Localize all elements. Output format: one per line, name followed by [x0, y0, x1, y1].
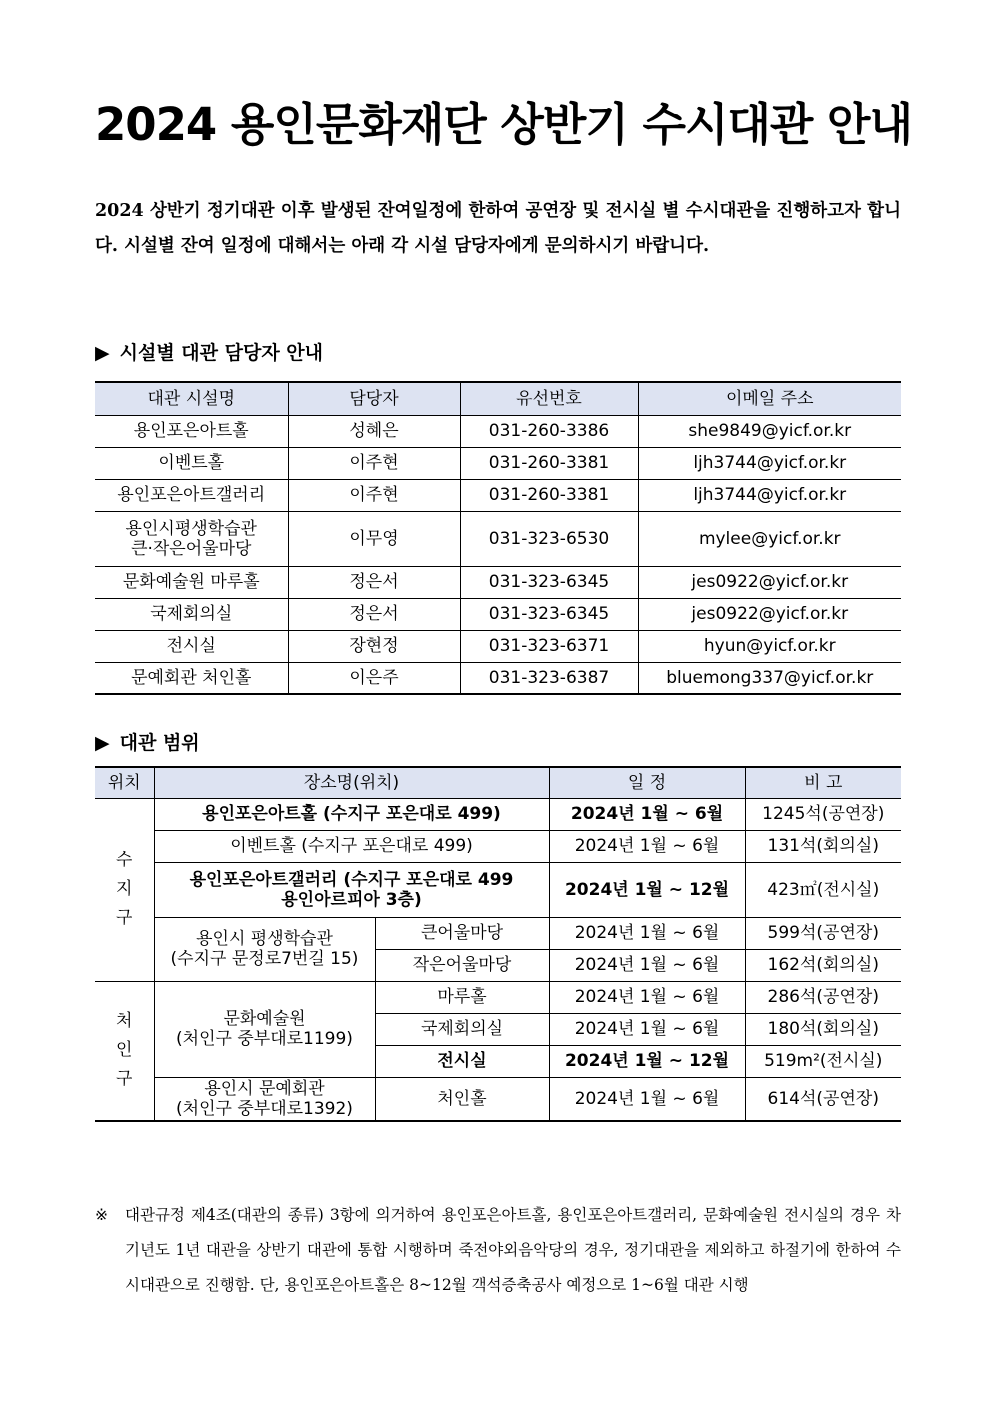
triangle-right-icon: ▶ — [95, 732, 110, 754]
schedule-cell: 2024년 1월 ~ 6월 — [549, 949, 745, 981]
schedule-cell: 2024년 1월 ~ 6월 — [549, 798, 745, 830]
sub-venue-cell: 마루홀 — [375, 981, 549, 1013]
table-row — [95, 415, 901, 447]
manager-cell: 정은서 — [288, 598, 460, 630]
table-row — [95, 830, 901, 862]
sub-venue-cell: 국제회의실 — [375, 1013, 549, 1045]
place-cell — [154, 917, 375, 981]
place-line: (처인구 중부대로1199) — [176, 1029, 353, 1049]
facility-line: 큰·작은어울마당 — [131, 538, 252, 559]
table-row — [95, 917, 901, 949]
place-line: 용인아르피아 3층) — [281, 889, 422, 910]
place-cell: 용인포은아트홀 (수지구 포은대로 499) — [154, 798, 549, 830]
location-char: 수 — [116, 850, 133, 870]
location-char: 처 — [116, 1011, 133, 1032]
intro-paragraph: 2024 상반기 정기대관 이후 발생된 잔여일정에 한하여 공연장 및 전시실 별 수시대관을 진행하고자 합니다. 시설별 잔여 일정에 대해서는 아래 각 시설 담당자에게 문의하시기 바랍니다. — [95, 201, 901, 256]
note-cell: 519m²(전시실) — [745, 1045, 901, 1077]
location-char: 구 — [116, 908, 133, 928]
facility-cell: 국제회의실 — [95, 598, 288, 630]
email-cell: mylee@yicf.or.kr — [638, 511, 901, 566]
footnote — [95, 1198, 901, 1303]
triangle-right-icon: ▶ — [95, 342, 110, 364]
page-title: 2024 용인문화재단 상반기 수시대관 안내 — [95, 98, 912, 151]
place-line: (처인구 중부대로1392) — [176, 1098, 353, 1119]
column-header: 대관 시설명 — [95, 382, 288, 415]
section-heading-contacts — [95, 338, 323, 365]
phone-cell: 031-323-6345 — [460, 566, 638, 598]
table-row — [95, 511, 901, 566]
facility-cell: 이벤트홀 — [95, 447, 288, 479]
phone-cell: 031-323-6530 — [460, 511, 638, 566]
phone-cell: 031-323-6345 — [460, 598, 638, 630]
table-row — [95, 981, 901, 1013]
email-cell: hyun@yicf.or.kr — [638, 630, 901, 662]
email-cell: bluemong337@yicf.or.kr — [638, 662, 901, 694]
email-cell: she9849@yicf.or.kr — [638, 415, 901, 447]
column-header: 일 정 — [549, 767, 745, 798]
rental-range-table — [95, 766, 901, 1122]
table-row — [95, 662, 901, 694]
note-cell: 599석(공연장) — [745, 917, 901, 949]
schedule-cell: 2024년 1월 ~ 6월 — [549, 917, 745, 949]
facility-cell: 전시실 — [95, 630, 288, 662]
manager-cell: 이은주 — [288, 662, 460, 694]
phone-cell: 031-260-3381 — [460, 447, 638, 479]
place-cell — [154, 862, 549, 917]
schedule-cell: 2024년 1월 ~ 6월 — [549, 1077, 745, 1121]
manager-cell: 장현정 — [288, 630, 460, 662]
location-cell-suji — [95, 798, 154, 981]
table-row — [95, 862, 901, 917]
place-line: 용인시 문예회관 — [204, 1078, 325, 1099]
email-cell: jes0922@yicf.or.kr — [638, 598, 901, 630]
column-header: 장소명(위치) — [154, 767, 549, 798]
column-header: 유선번호 — [460, 382, 638, 415]
note-cell: 423㎡(전시실) — [745, 862, 901, 917]
table-row — [95, 598, 901, 630]
table-header-row — [95, 382, 901, 415]
column-header: 위치 — [95, 767, 154, 798]
section-heading-label: 대관 범위 — [119, 732, 200, 754]
sub-venue-cell: 전시실 — [375, 1045, 549, 1077]
schedule-cell: 2024년 1월 ~ 12월 — [549, 1045, 745, 1077]
table-row — [95, 447, 901, 479]
facility-cell: 용인포은아트홀 — [95, 415, 288, 447]
column-header: 담당자 — [288, 382, 460, 415]
manager-cell: 정은서 — [288, 566, 460, 598]
section-heading-label: 시설별 대관 담당자 안내 — [119, 342, 324, 364]
phone-cell: 031-323-6371 — [460, 630, 638, 662]
column-header: 비 고 — [745, 767, 901, 798]
contacts-table — [95, 381, 901, 695]
facility-cell: 문화예술원 마루홀 — [95, 566, 288, 598]
email-cell: ljh3744@yicf.or.kr — [638, 479, 901, 511]
facility-line: 용인시평생학습관 — [125, 518, 257, 539]
column-header: 이메일 주소 — [638, 382, 901, 415]
email-cell: ljh3744@yicf.or.kr — [638, 447, 901, 479]
place-line: 용인포은아트갤러리 (수지구 포은대로 499 — [189, 869, 514, 890]
table-row — [95, 1077, 901, 1121]
footnote-text: 대관규정 제4조(대관의 종류) 3항에 의거하여 용인포은아트홀, 용인포은아트갤러리, 문화예술원 전시실의 경우 차기년도 1년 대관을 상반기 대관에 통합 시행하며 죽전야외음악당의 경우, 정기대관을 제외하고 하절기에 한하여 수시대관으로 진행함. 단, 용인포은아트홀은 8~12월 객석증축공사 예정으로 1~6월 대관 시행 — [125, 1206, 901, 1294]
reference-mark-icon: ※ — [95, 1206, 108, 1224]
table-row — [95, 566, 901, 598]
place-cell — [154, 1077, 375, 1121]
location-char: 지 — [116, 879, 133, 899]
schedule-cell: 2024년 1월 ~ 6월 — [549, 1013, 745, 1045]
table-row — [95, 630, 901, 662]
note-cell: 180석(회의실) — [745, 1013, 901, 1045]
location-cell-cheoin — [95, 981, 154, 1121]
manager-cell: 이무영 — [288, 511, 460, 566]
place-line: 문화예술원 — [223, 1009, 306, 1029]
manager-cell: 성혜은 — [288, 415, 460, 447]
sub-venue-cell: 처인홀 — [375, 1077, 549, 1121]
schedule-cell: 2024년 1월 ~ 6월 — [549, 981, 745, 1013]
sub-venue-cell: 작은어울마당 — [375, 949, 549, 981]
place-line: (수지구 문정로7번길 15) — [170, 949, 359, 969]
sub-venue-cell: 큰어울마당 — [375, 917, 549, 949]
location-char: 구 — [116, 1069, 133, 1090]
schedule-cell: 2024년 1월 ~ 12월 — [549, 862, 745, 917]
table-row — [95, 798, 901, 830]
note-cell: 1245석(공연장) — [745, 798, 901, 830]
note-cell: 162석(회의실) — [745, 949, 901, 981]
note-cell: 286석(공연장) — [745, 981, 901, 1013]
location-char: 인 — [116, 1040, 133, 1061]
phone-cell: 031-260-3386 — [460, 415, 638, 447]
table-row — [95, 479, 901, 511]
email-cell: jes0922@yicf.or.kr — [638, 566, 901, 598]
place-cell — [154, 981, 375, 1077]
table-header-row — [95, 767, 901, 798]
facility-cell: 용인포은아트갤러리 — [95, 479, 288, 511]
note-cell: 614석(공연장) — [745, 1077, 901, 1121]
section-heading-range — [95, 728, 200, 755]
schedule-cell: 2024년 1월 ~ 6월 — [549, 830, 745, 862]
note-cell: 131석(회의실) — [745, 830, 901, 862]
manager-cell: 이주현 — [288, 479, 460, 511]
phone-cell: 031-260-3381 — [460, 479, 638, 511]
place-line: 용인시 평생학습관 — [196, 929, 333, 949]
manager-cell: 이주현 — [288, 447, 460, 479]
facility-cell: 문예회관 처인홀 — [95, 662, 288, 694]
facility-cell — [95, 511, 288, 566]
phone-cell: 031-323-6387 — [460, 662, 638, 694]
place-cell: 이벤트홀 (수지구 포은대로 499) — [154, 830, 549, 862]
